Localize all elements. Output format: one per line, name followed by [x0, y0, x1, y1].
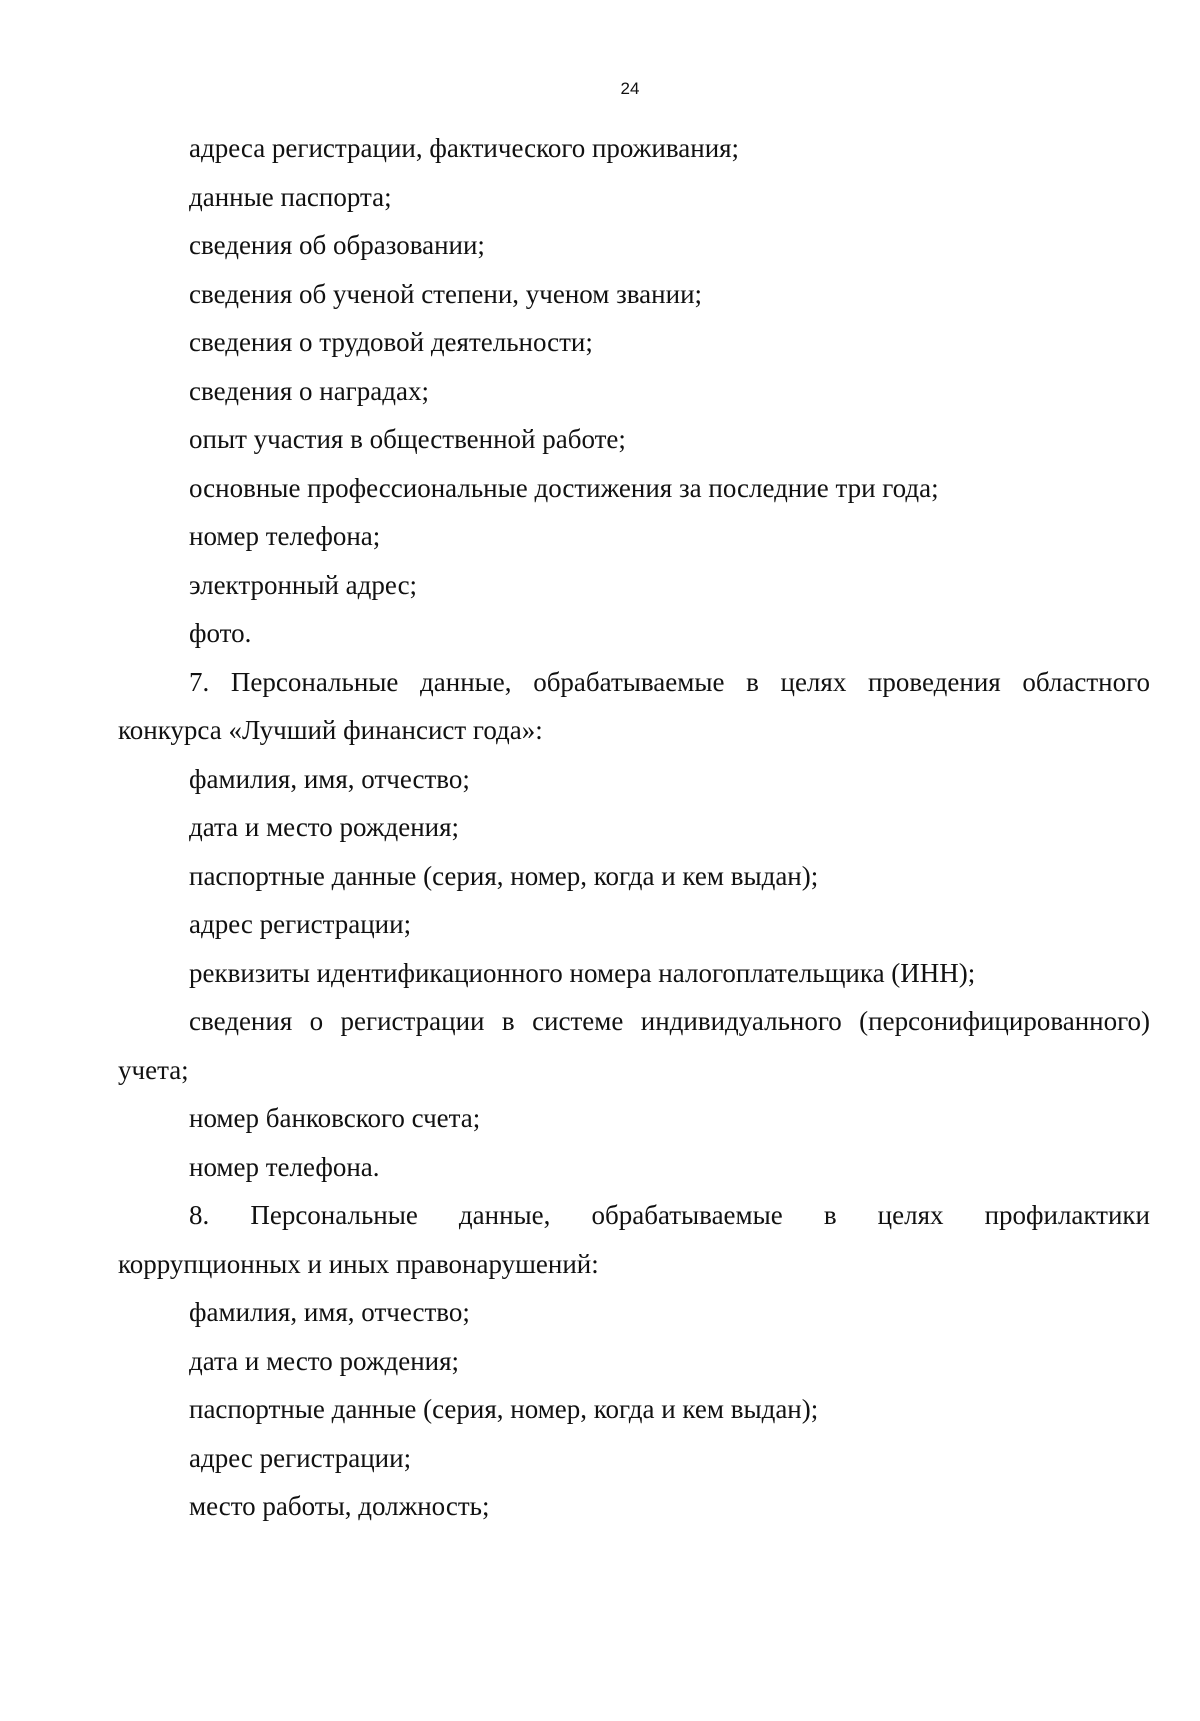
list-item: место работы, должность;	[189, 1491, 490, 1521]
list-item: адрес регистрации;	[189, 1442, 412, 1473]
section-7-heading	[118, 658, 1150, 755]
list-item: реквизиты идентификационного номера налогоплательщика (ИНН);	[189, 957, 976, 988]
list-item: паспортные данные (серия, номер, когда и кем выдан);	[189, 1394, 819, 1424]
page-number: 24	[620, 79, 640, 98]
list-item: фамилия, имя, отчество;	[189, 763, 470, 794]
section-8-heading	[118, 1191, 1150, 1288]
list-item: сведения об образовании;	[189, 230, 485, 260]
list-item: фамилия, имя, отчество;	[189, 1297, 470, 1327]
section-8-second-line: коррупционных и иных правонарушений:	[118, 1248, 599, 1279]
list-item: номер телефона.	[189, 1151, 380, 1182]
document-body	[118, 124, 1150, 1531]
list-item: электронный адрес;	[189, 569, 418, 600]
section-7-second-line: конкурса «Лучший финансист года»:	[118, 715, 543, 745]
list-item: адреса регистрации, фактического проживания;	[189, 133, 740, 163]
list-item: данные паспорта;	[189, 181, 392, 212]
list-item: фото.	[189, 618, 252, 648]
section-8-first-line: 8. Персональные данные, обрабатываемые в целях профилактики	[189, 1200, 1150, 1230]
list-item: номер банковского счета;	[189, 1103, 481, 1133]
list-item: паспортные данные (серия, номер, когда и кем выдан);	[189, 860, 819, 891]
list-item: основные профессиональные достижения за последние три года;	[189, 472, 939, 503]
pension-item-first-line: сведения о регистрации в системе индивидуального (персонифицированного)	[189, 1006, 1150, 1036]
list-item: номер телефона;	[189, 521, 381, 551]
list-item: сведения о наградах;	[189, 375, 429, 406]
list-item: опыт участия в общественной работе;	[189, 424, 626, 454]
pension-registration-item	[118, 997, 1150, 1094]
list-item: дата и место рождения;	[189, 812, 460, 842]
section-7-first-line: 7. Персональные данные, обрабатываемые в целях проведения областного	[189, 666, 1150, 697]
list-item: сведения о трудовой деятельности;	[189, 327, 593, 357]
list-item: дата и место рождения;	[189, 1345, 460, 1376]
list-item: адрес регистрации;	[189, 909, 412, 939]
pension-item-second-line: учета;	[118, 1054, 189, 1085]
list-item: сведения об ученой степени, ученом звании;	[189, 278, 703, 309]
